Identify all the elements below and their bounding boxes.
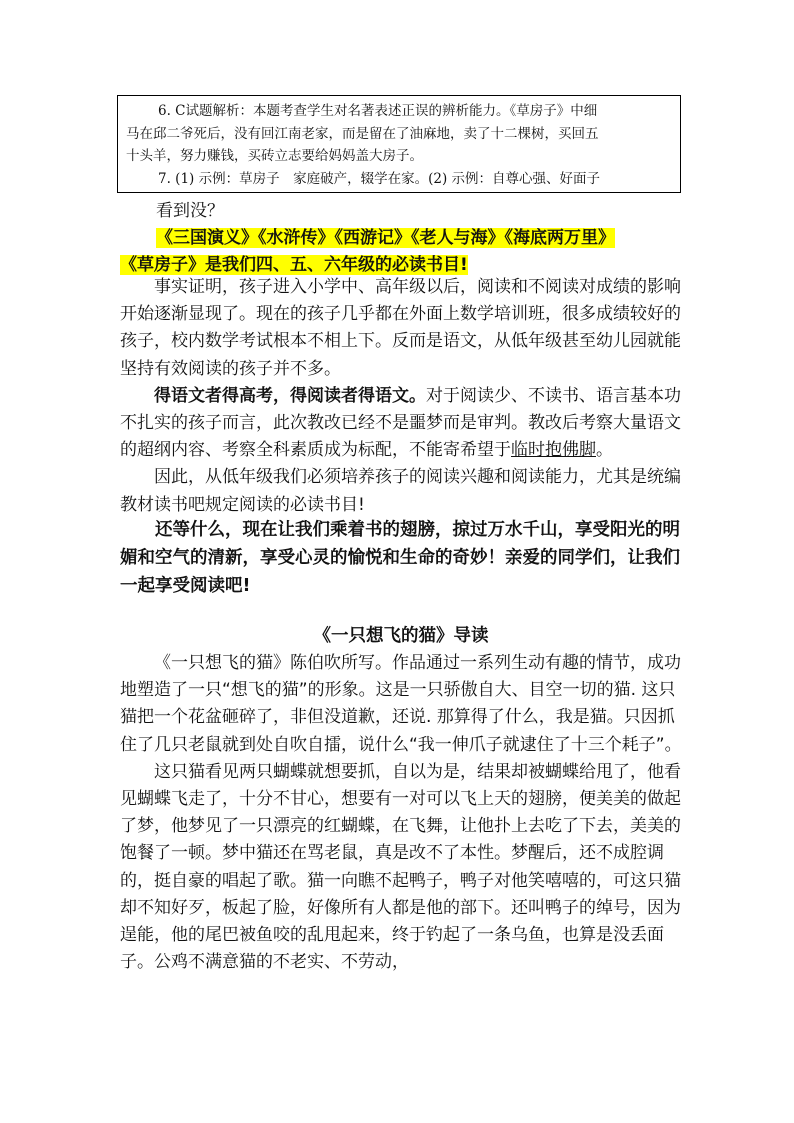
intro-paragraph-1: 事实证明，孩子进入小学中、高年级以后，阅读和不阅读对成绩的影响开始逐渐显现了。现在的孩子几乎都在外面上数学培训班，很多成绩较好的孩子，校内数学考试根本不相上下。反而是语文，从低年级甚至幼儿园就能坚持有效阅读的孩子并不多。 (120, 277, 681, 379)
intro-section (120, 274, 682, 519)
answer-line-3: 十头羊，努力赚钱，买砖立志要给妈妈盖大房子。 (126, 148, 423, 164)
intro-paragraph-4: 还等什么，现在让我们乘着书的翅膀，掠过万水千山，享受阳光的明媚和空气的清新，享受心灵的愉悦和生命的奇妙！亲爱的同学们，让我们一起享受阅读吧! (120, 520, 680, 596)
answer-line-4: 7. (1) 示例：草房子 家庭破产，辍学在家。(2) 示例：自尊心强、好面子 (158, 170, 600, 187)
booklist-highlight-2: 《草房子》是我们四、五、六年级的必读书目! (120, 255, 468, 276)
intro-p2-text: 对于阅读少、不读书、语言基本功不扎实的孩子而言，此次教改已经不是噩梦而是审判。教改后考察大量语文的超纲内容、考察全科素质成为标配，不能寄希望于 (120, 385, 681, 461)
guide-paragraph-1: 《一只想飞的猫》陈伯吹所写。作品通过一系列生动有趣的情节，成功地塑造了一只“想飞的猫”的形象。这是一只骄傲自大、目空一切的猫. 这只猫把一个花盆砸碎了，非但没道歉，还说. 那算得了什么，我是猫。只因抓住了几只老鼠就到处自吹自擂，说什么“我一伸爪子就逮住了十三个耗子”。 (120, 653, 682, 755)
booklist-highlight-1: 《三国演义》《水浒传》《西游记》《老人与海》《海底两万里》 (156, 228, 615, 249)
answer-line-1: 6. C试题解析：本题考查学生对名著表述正误的辨析能力。《草房子》中细 (158, 103, 598, 119)
intro-p2-end: 。 (596, 440, 613, 461)
intro-p2-bold: 得语文者得高考，得阅读者得语文。 (154, 385, 426, 406)
intro-paragraph-2 (120, 383, 682, 465)
answer-line-2: 马在邱二爷死后，没有回江南老家，而是留在了油麻地，卖了十二棵树，买回五 (126, 125, 599, 142)
booklist-prefix: 看到没？ (156, 201, 224, 221)
intro-paragraph-3: 因此，从低年级我们必须培养孩子的阅读兴趣和阅读能力，尤其是统编教材读书吧规定阅读的必读书目! (120, 467, 681, 515)
guide-title: 《一只想飞的猫》导读 (313, 626, 489, 646)
intro-p2-underline: 临时抱佛脚 (511, 440, 596, 461)
required-booklist (120, 198, 682, 280)
intro-call-to-action (120, 516, 682, 600)
guide-paragraph-2: 这只猫看见两只蝴蝶就想要抓，自以为是，结果却被蝴蝶给甩了，他看见蝴蝶飞走了，十分不甘心，想要有一对可以飞上天的翅膀，便美美的做起了梦，他梦见了一只漂亮的红蝴蝶，在飞舞，让他扑上去吃了下去，美美的饱餐了一顿。梦中猫还在骂老鼠，真是改不了本性。梦醒后，还不成腔调的，挺自豪的唱起了歌。猫一向瞧不起鸭子，鸭子对他笑嘻嘻的，可这只猫却不知好歹，板起了脸，好像所有人都是他的部下。还叫鸭子的绰号，因为逞能，他的尾巴被鱼咬的乱甩起来，终于钓起了一条乌鱼，也算是没丢面子。公鸡不满意猫的不老实、不劳动， (120, 761, 681, 973)
guide-body (120, 650, 682, 976)
answer-explanation-box (117, 95, 681, 193)
